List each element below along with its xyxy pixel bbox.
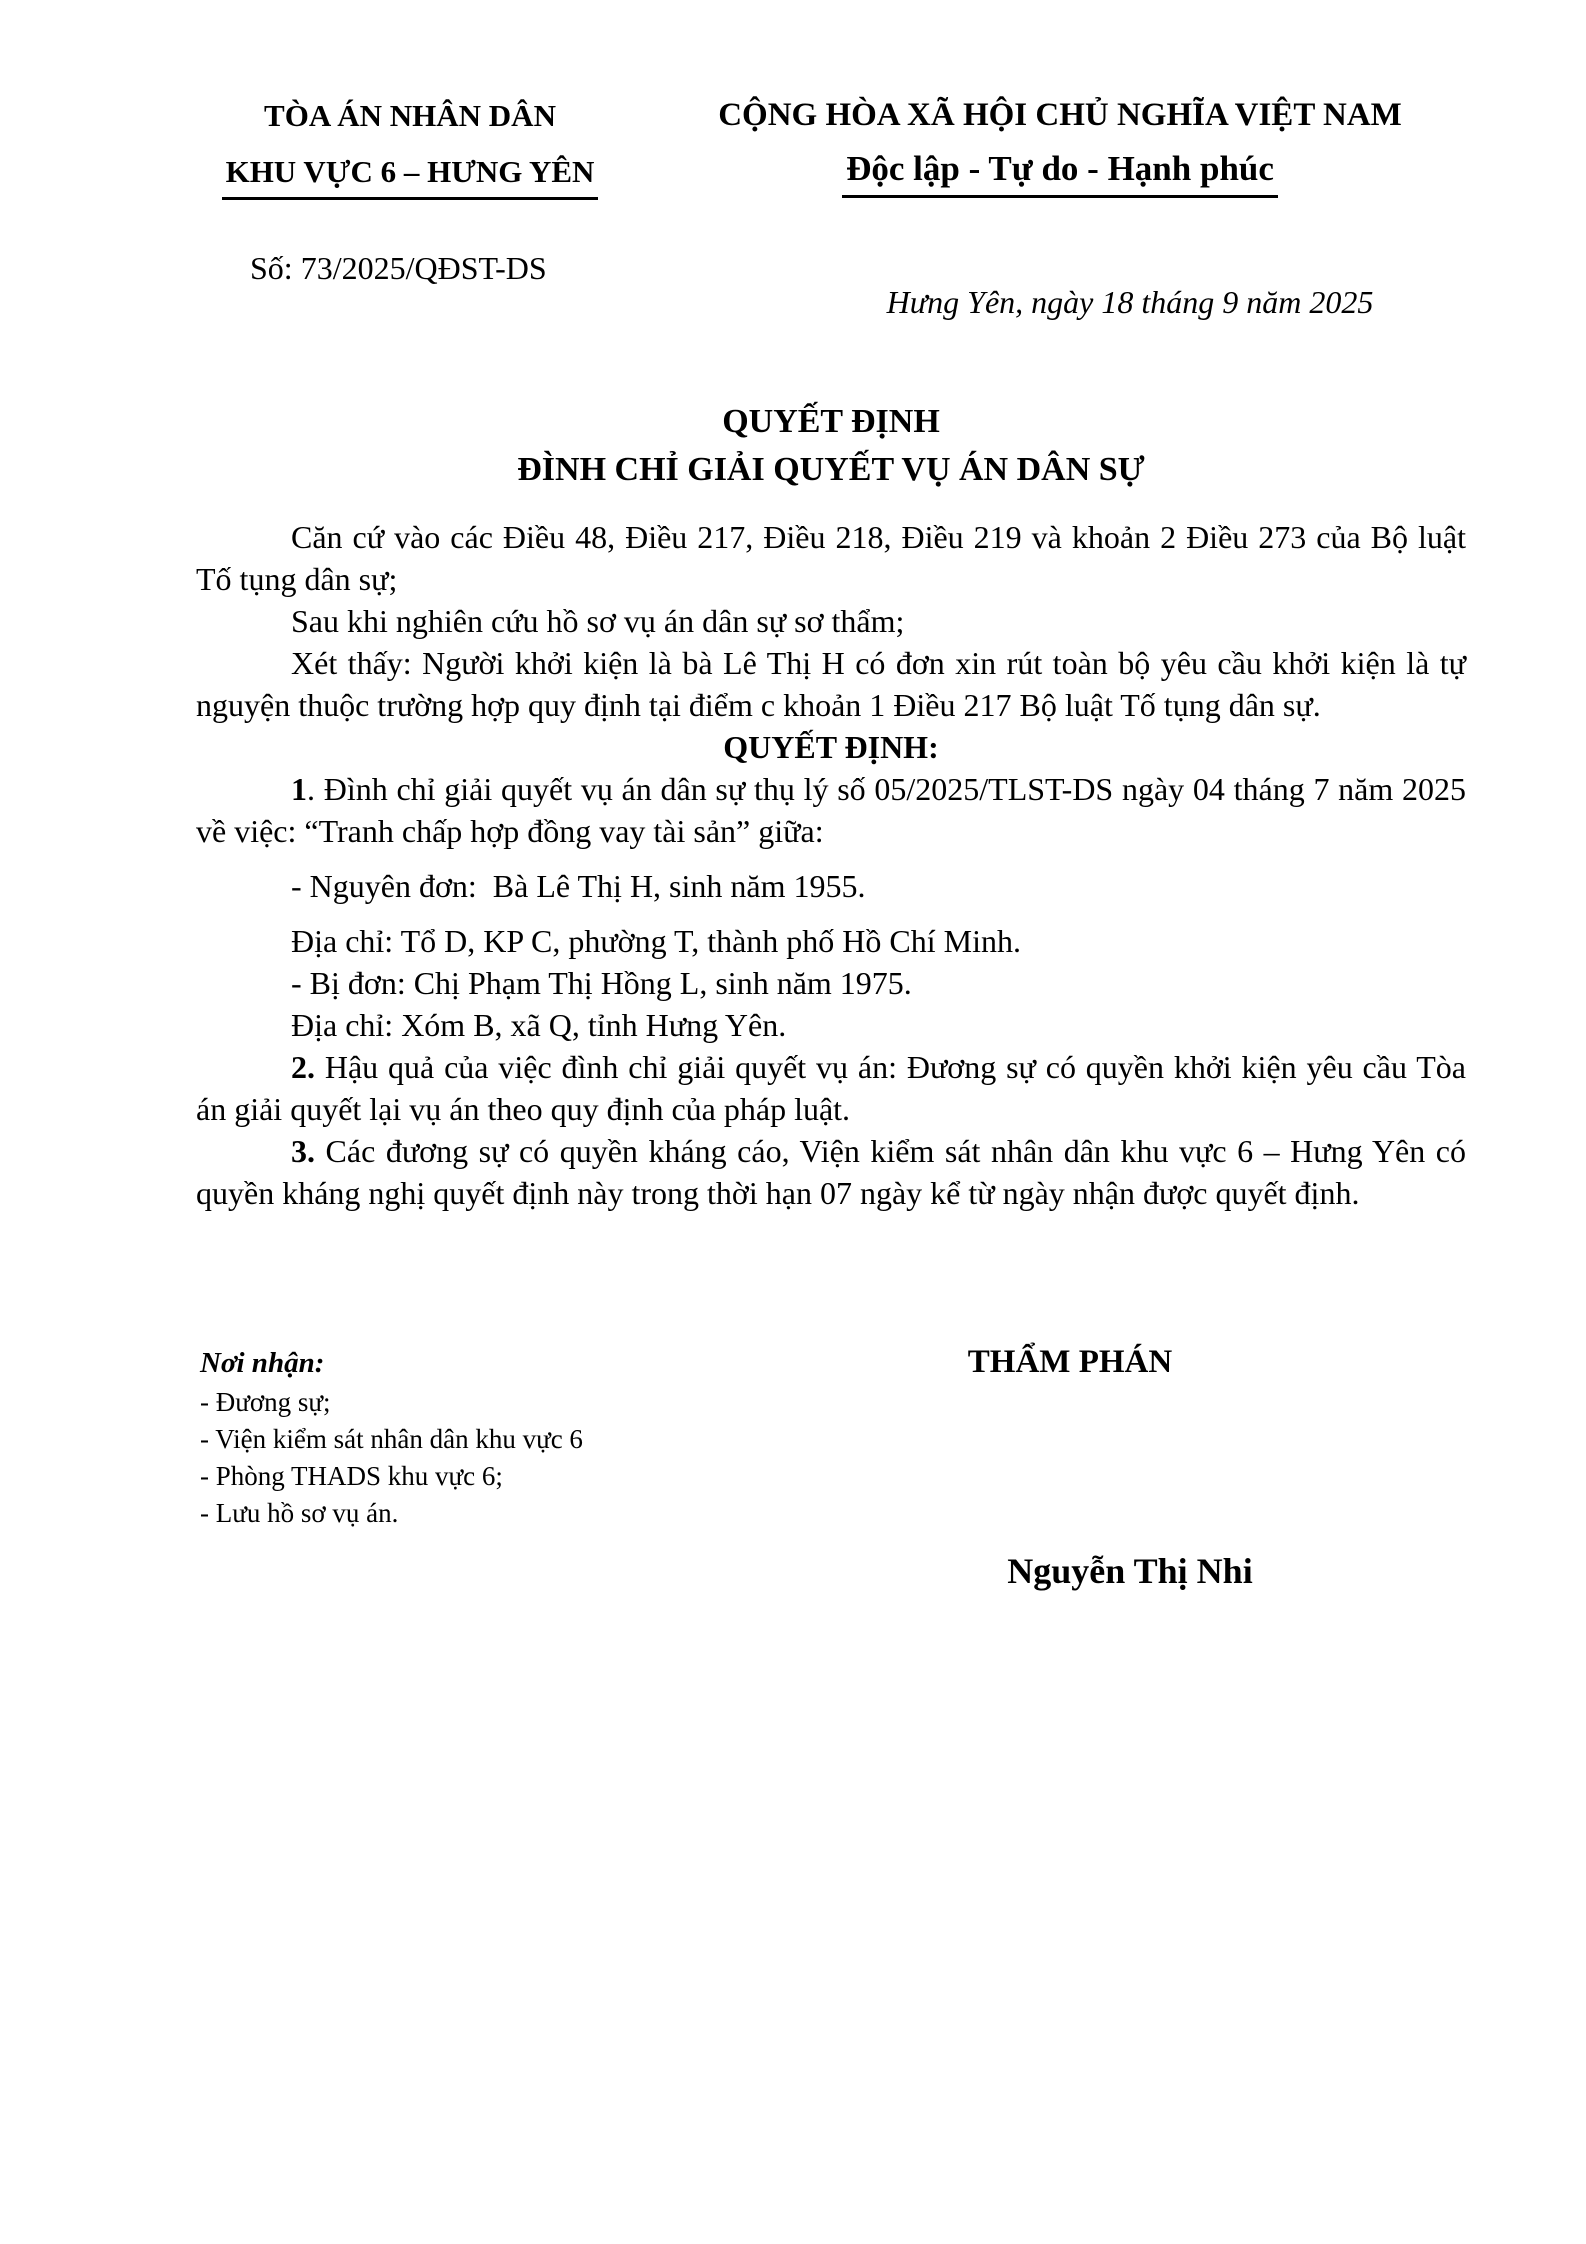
recipient-item: - Phòng THADS khu vực 6; bbox=[200, 1461, 503, 1491]
body-paragraph: Căn cứ vào các Điều 48, Điều 217, Điều 218, Điều 219 và khoản 2 Điều 273 của Bộ luật Tố tụng dân sự; bbox=[196, 519, 1466, 597]
document-title bbox=[196, 398, 1466, 494]
document-title-line2: ĐÌNH CHỈ GIẢI QUYẾT VỤ ÁN DÂN SỰ bbox=[517, 451, 1145, 488]
body-paragraph: 2. Hậu quả của việc đình chỉ giải quyết vụ án: Đương sự có quyền khởi kiện yêu cầu Tòa án giải quyết lại vụ án theo quy định của pháp luật. bbox=[196, 1049, 1466, 1127]
judge-name: Nguyễn Thị Nhi bbox=[1007, 1551, 1253, 1591]
body-paragraph: - Bị đơn: Chị Phạm Thị Hồng L, sinh năm 1975. bbox=[291, 965, 912, 1001]
body-paragraph: Sau khi nghiên cứu hồ sơ vụ án dân sự sơ thẩm; bbox=[291, 603, 905, 639]
issuing-court-header bbox=[170, 96, 650, 200]
document-body bbox=[196, 516, 1466, 1214]
recipient-item: - Lưu hồ sơ vụ án. bbox=[200, 1498, 399, 1528]
court-name: TÒA ÁN NHÂN DÂN bbox=[264, 98, 556, 133]
national-title: CỘNG HÒA XÃ HỘI CHỦ NGHĨA VIỆT NAM bbox=[718, 97, 1402, 133]
body-paragraph: 3. Các đương sự có quyền kháng cáo, Viện kiểm sát nhân dân khu vực 6 – Hưng Yên có quyền kháng nghị quyết định này trong thời hạn 07 ngày kể từ ngày nhận được quyết định. bbox=[196, 1133, 1466, 1211]
recipients-section bbox=[200, 1344, 840, 1532]
judge-title: THẨM PHÁN bbox=[967, 1344, 1173, 1380]
paragraph-number: 2. bbox=[291, 1049, 315, 1085]
body-paragraph: Địa chỉ: Xóm B, xã Q, tỉnh Hưng Yên. bbox=[291, 1007, 787, 1043]
recipient-item: - Đương sự; bbox=[200, 1387, 331, 1417]
document-title-line1: QUYẾT ĐỊNH bbox=[722, 403, 940, 440]
court-branch: KHU VỰC 6 – HƯNG YÊN bbox=[170, 152, 650, 200]
decision-heading: QUYẾT ĐỊNH: bbox=[723, 729, 939, 765]
national-header bbox=[650, 94, 1470, 198]
body-paragraph: Địa chỉ: Tổ D, KP C, phường T, thành phố Hồ Chí Minh. bbox=[291, 923, 1021, 959]
national-motto: Độc lập - Tự do - Hạnh phúc bbox=[650, 148, 1470, 198]
paragraph-number: 3. bbox=[291, 1133, 315, 1169]
place-date-line: Hưng Yên, ngày 18 tháng 9 năm 2025 bbox=[886, 284, 1374, 320]
recipients-label: Nơi nhận: bbox=[200, 1347, 325, 1379]
body-paragraph: 1. Đình chỉ giải quyết vụ án dân sự thụ lý số 05/2025/TLST-DS ngày 04 tháng 7 năm 2025 về việc: “Tranh chấp hợp đồng vay tài sản” giữa: bbox=[196, 771, 1466, 849]
recipients-list bbox=[200, 1384, 840, 1532]
case-number: Số: 73/2025/QĐST-DS bbox=[250, 250, 547, 286]
recipient-item: - Viện kiểm sát nhân dân khu vực 6 bbox=[200, 1424, 583, 1454]
body-paragraph: - Nguyên đơn: Bà Lê Thị H, sinh năm 1955. bbox=[291, 868, 866, 904]
paragraph-number: 1 bbox=[291, 771, 307, 807]
body-paragraph: Xét thấy: Người khởi kiện là bà Lê Thị H có đơn xin rút toàn bộ yêu cầu khởi kiện là tự nguyện thuộc trường hợp quy định tại điểm c khoản 1 Điều 217 Bộ luật Tố tụng dân sự. bbox=[196, 645, 1466, 723]
